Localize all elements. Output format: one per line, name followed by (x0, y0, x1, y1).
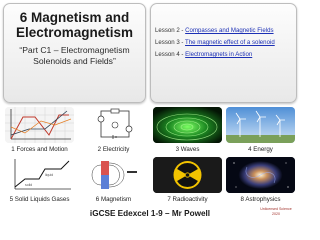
course-footer-title: iGCSE Edexcel 1-9 – Mr Powell (89, 209, 211, 218)
stamp-line-2: 2020 (272, 211, 280, 216)
topic-label-forces: 1 Forces and Motion (11, 146, 68, 153)
title-line-2: Electromagnetism (15, 25, 134, 40)
spiral-galaxy-image[interactable] (226, 157, 295, 193)
lesson-prefix: Lesson 3 - (155, 39, 186, 46)
title-panel (3, 3, 146, 103)
page-subtitle (8, 45, 141, 67)
logo-stamp (259, 207, 293, 216)
lesson-item (155, 51, 252, 59)
lesson-prefix: Lesson 4 - (155, 51, 186, 58)
topic-label-radioactivity: 7 Radioactivity (167, 196, 208, 203)
lesson-link-compasses[interactable]: Compasses and Magnetic Fields (185, 27, 274, 34)
svg-text:solid: solid (25, 183, 33, 187)
wind-turbines-image[interactable] (226, 107, 295, 143)
stamp-line-1: Unlicensed Science (260, 207, 292, 211)
topic-label-astrophysics: 8 Astrophysics (240, 196, 281, 203)
topic-label-magnetism: 6 Magnetism (95, 196, 132, 203)
topic-label-energy: 4 Energy (248, 146, 273, 153)
svg-text:liquid: liquid (45, 173, 54, 177)
lesson-prefix: Lesson 2 - (155, 27, 186, 34)
subtitle-line-2: Solenoids and Fields” (33, 56, 116, 66)
graph-lines-image[interactable] (5, 107, 74, 143)
green-ripple-image[interactable] (153, 107, 222, 143)
topic-label-electricity: 2 Electricity (97, 146, 130, 153)
lesson-item (155, 27, 274, 35)
page-title (4, 10, 145, 40)
lesson-panel (150, 3, 297, 103)
magnet-sketch-image[interactable] (79, 157, 148, 193)
radiation-symbol-image[interactable] (153, 157, 222, 193)
heating-curve-image[interactable] (5, 157, 74, 193)
lesson-link-electromagnets[interactable]: Electromagnets in Action (185, 51, 253, 58)
lesson-link-solenoid[interactable]: The magnetic effect of a solenoid (185, 39, 275, 46)
topic-label-states: 5 Solid Liquids Gases (9, 196, 70, 203)
lesson-item (155, 39, 275, 47)
title-line-1: 6 Magnetism and (19, 10, 130, 25)
circuit-diagram-image[interactable] (79, 107, 148, 143)
topic-label-waves: 3 Waves (175, 146, 200, 153)
subtitle-line-1: “Part C1 – Electromagnetism (19, 45, 130, 55)
